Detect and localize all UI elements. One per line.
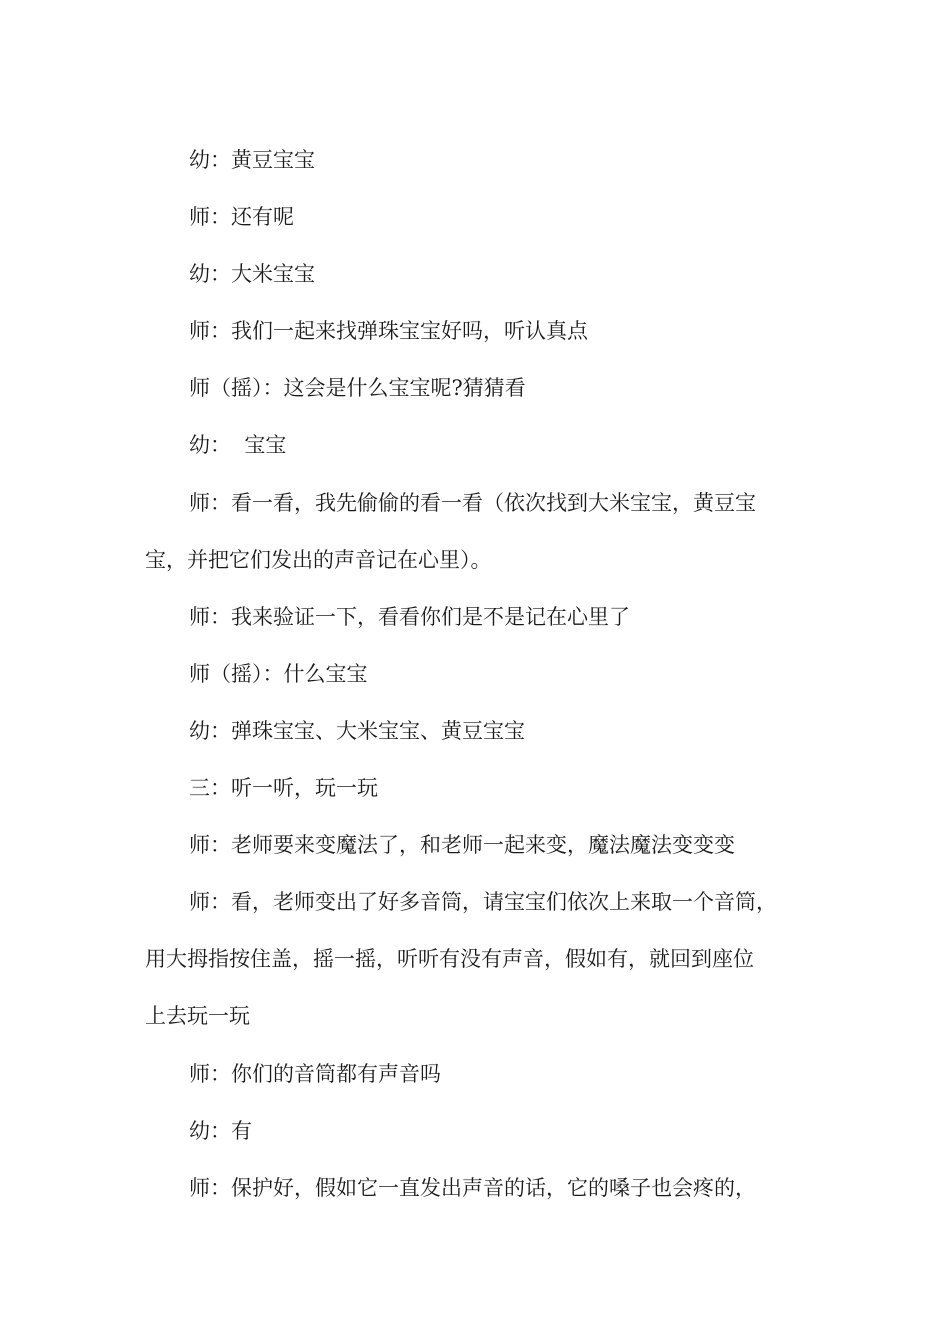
document-body — [145, 132, 810, 1217]
text-line: 师：看一看，我先偷偷的看一看（依次找到大米宝宝，黄豆宝 — [189, 490, 756, 515]
text-line: 师：保护好，假如它一直发出声音的话，它的嗓子也会疼的， — [189, 1175, 756, 1200]
paragraph — [145, 760, 810, 817]
text-line: 师：老师要来变魔法了，和老师一起来变，魔法魔法变变变 — [189, 833, 735, 858]
paragraph — [145, 417, 810, 474]
paragraph — [145, 1160, 810, 1217]
text-line: 上去玩一玩 — [145, 1004, 250, 1029]
text-line: 幼：有 — [189, 1118, 252, 1143]
text-line: 宝，并把它们发出的声音记在心里）。 — [145, 547, 492, 572]
paragraph — [145, 303, 810, 360]
paragraph — [145, 817, 810, 874]
paragraph — [145, 189, 810, 246]
text-line: 师（摇）：这会是什么宝宝呢?猜猜看 — [189, 376, 526, 401]
text-line: 师：你们的音筒都有声音吗 — [189, 1061, 441, 1086]
paragraph — [145, 246, 810, 303]
text-line: 用大拇指按住盖，摇一摇，听听有没有声音，假如有，就回到座位 — [145, 947, 754, 972]
text-line: 师（摇）：什么宝宝 — [189, 661, 368, 686]
section-heading: 三：听一听，玩一玩 — [189, 776, 378, 801]
text-line: 师：还有呢 — [189, 205, 294, 230]
paragraph — [145, 1103, 810, 1160]
paragraph — [145, 475, 810, 589]
text-line: 幼：黄豆宝宝 — [189, 148, 315, 172]
paragraph — [145, 646, 810, 703]
text-line: 幼： 宝宝 — [189, 433, 287, 458]
paragraph — [145, 874, 810, 1045]
text-line: 幼：弹珠宝宝、大米宝宝、黄豆宝宝 — [189, 718, 525, 743]
text-line: 师：我来验证一下，看看你们是不是记在心里了 — [189, 604, 630, 629]
paragraph — [145, 132, 810, 189]
text-line: 师：看，老师变出了好多音筒，请宝宝们依次上来取一个音筒， — [189, 890, 777, 915]
paragraph — [145, 703, 810, 760]
text-line: 幼：大米宝宝 — [189, 262, 315, 287]
text-line: 师：我们一起来找弹珠宝宝好吗，听认真点 — [189, 319, 588, 344]
paragraph — [145, 1046, 810, 1103]
paragraph — [145, 360, 810, 417]
paragraph — [145, 589, 810, 646]
